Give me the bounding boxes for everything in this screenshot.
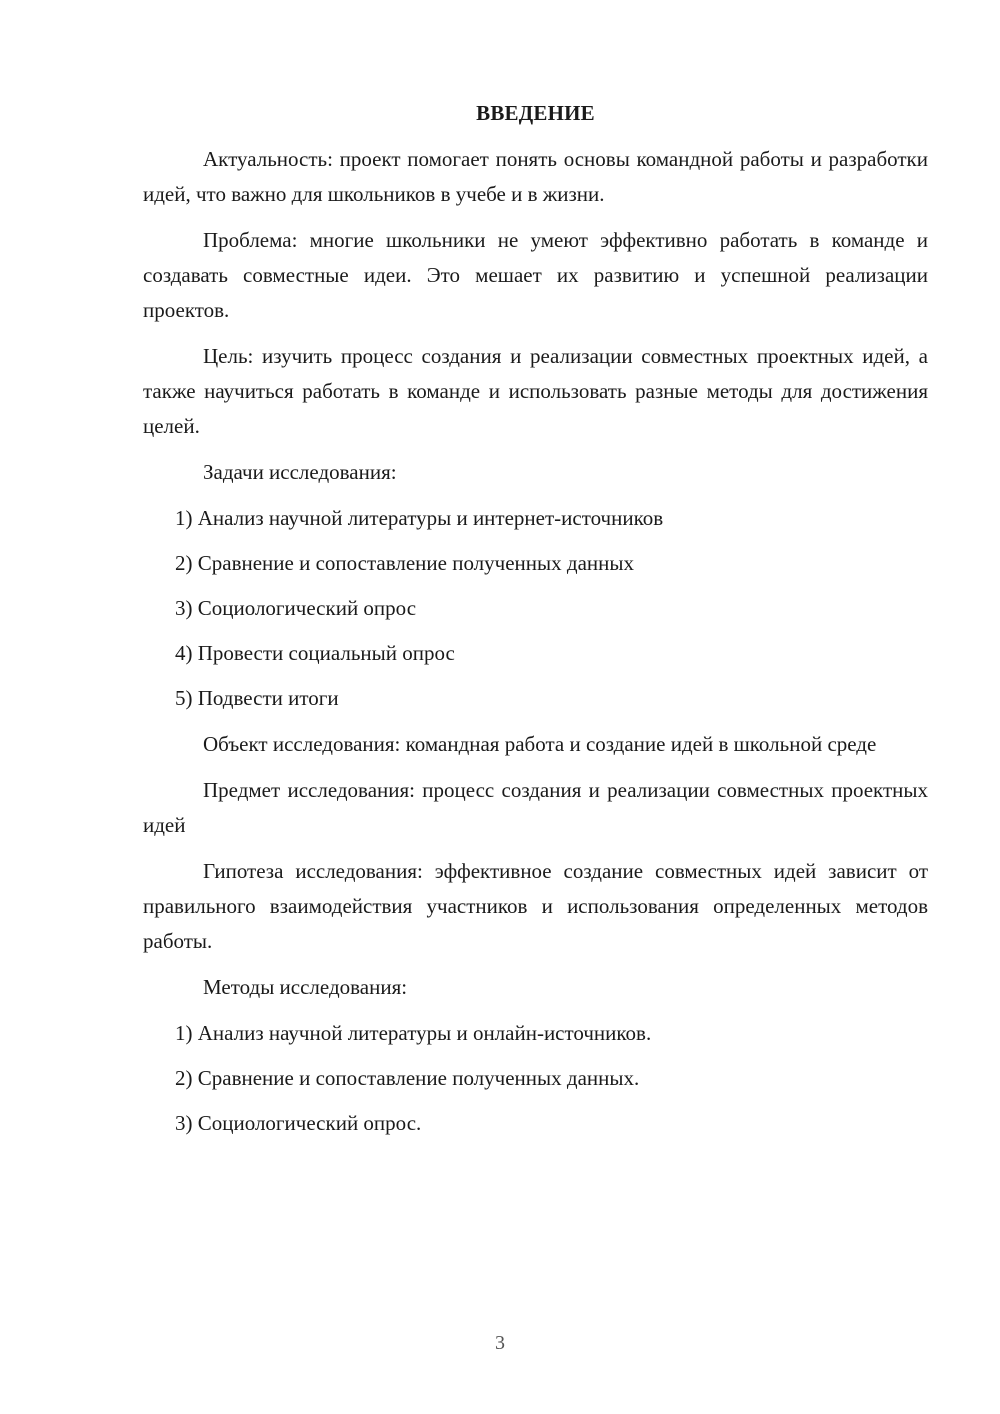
page-number: 3 (495, 1332, 505, 1354)
goal-paragraph: Цель: изучить процесс создания и реализации совместных проектных идей, а также научиться работать в команде и использовать разные методы для достижения целей. (143, 344, 928, 438)
methods-title: Методы исследования: (203, 975, 408, 999)
list-item: 3) Социологический опрос. (175, 1111, 422, 1135)
problem-paragraph: Проблема: многие школьники не умеют эффективно работать в команде и создавать совместные идеи. Это мешает их развитию и успешной реализации проектов. (143, 228, 928, 322)
methods-list (143, 1016, 928, 1141)
list-item: 2) Сравнение и сопоставление полученных данных (175, 551, 634, 575)
page-content (143, 96, 928, 1151)
list-item: 1) Анализ научной литературы и онлайн-источников. (175, 1021, 652, 1045)
list-item: 1) Анализ научной литературы и интернет-источников (175, 506, 664, 530)
subject-paragraph: Предмет исследования: процесс создания и реализации совместных проектных идей (143, 778, 928, 837)
hypothesis-paragraph: Гипотеза исследования: эффективное создание совместных идей зависит от правильного взаимодействия участников и использования определенных методов работы. (143, 859, 928, 953)
relevance-paragraph: Актуальность: проект помогает понять основы командной работы и разработки идей, что важно для школьников в учебе и в жизни. (143, 147, 928, 206)
list-item: 4) Провести социальный опрос (175, 641, 455, 665)
object-paragraph: Объект исследования: командная работа и создание идей в школьной среде (203, 732, 877, 756)
tasks-title: Задачи исследования: (203, 460, 397, 484)
list-item: 5) Подвести итоги (175, 686, 339, 710)
section-heading: ВВЕДЕНИЕ (476, 101, 595, 125)
tasks-list (143, 501, 928, 716)
list-item: 2) Сравнение и сопоставление полученных данных. (175, 1066, 640, 1090)
list-item: 3) Социологический опрос (175, 596, 417, 620)
